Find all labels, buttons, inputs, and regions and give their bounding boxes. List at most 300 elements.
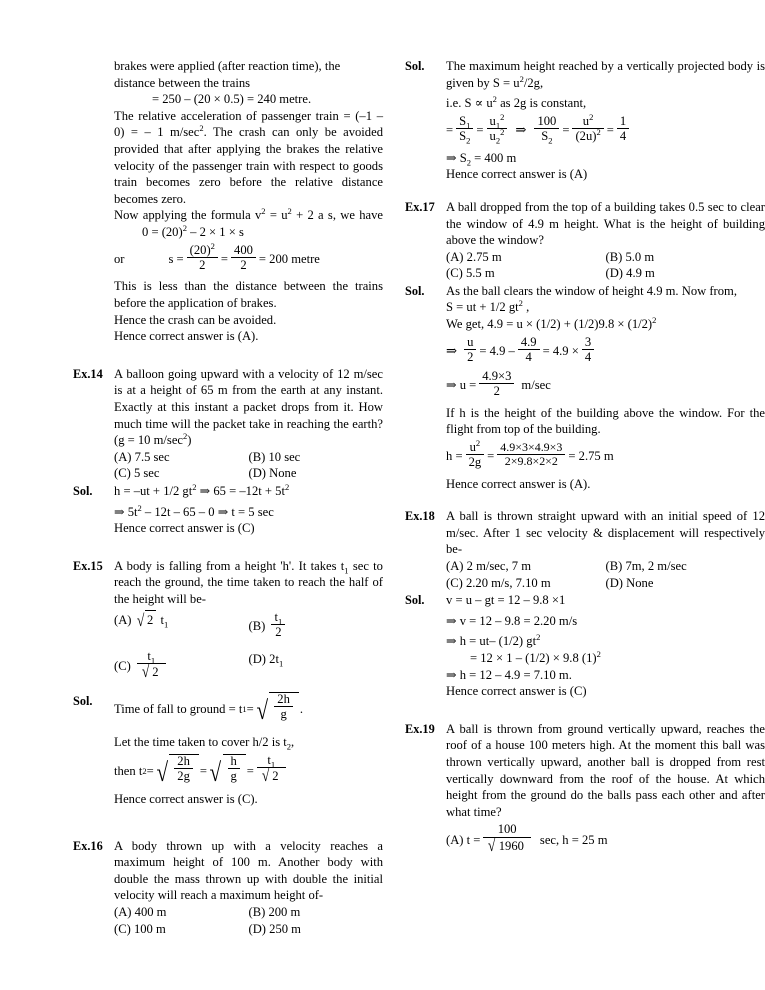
ex17-sol-eq2-den: 2 xyxy=(493,384,500,399)
para3-b: = u xyxy=(265,208,288,223)
ex15-option-a[interactable] xyxy=(114,612,249,631)
ex15-sol-line1-radical xyxy=(255,692,299,724)
ex15-option-a-var: t xyxy=(160,612,164,627)
ex17-label: Ex.17 xyxy=(405,199,435,214)
ex15-option-b-num-var: t xyxy=(274,609,278,624)
ex17-sol-eq3-fraction-1 xyxy=(466,437,485,470)
ex16-options-row2 xyxy=(114,921,383,938)
ex15-sol-line1-fraction xyxy=(274,692,293,722)
ex15-option-c-num-sub: 1 xyxy=(150,655,156,666)
ex17-sol-eq1-fraction-2 xyxy=(518,335,540,365)
ex17-sol-eq3-tail: = 2.75 m xyxy=(568,449,614,464)
ex17-options-row2 xyxy=(446,265,765,282)
ex17-option-a[interactable] xyxy=(446,249,606,266)
ex17-sol-line2-exp: 2 xyxy=(518,298,523,309)
ex14-body xyxy=(114,366,383,482)
ex17-sol-eq2-lead: ⇒ u = xyxy=(446,378,477,393)
ex16-sol-f2-num-exp: 2 xyxy=(500,111,505,122)
ex18-option-c[interactable] xyxy=(446,575,606,592)
ex16-sol-line4-a: ⇒ S xyxy=(446,150,467,165)
ex17-options-row1 xyxy=(446,249,765,266)
ex16-sol-line4-b: = 400 m xyxy=(471,150,517,165)
ex15-option-c-key: (C) xyxy=(114,658,131,673)
ex15-sol-line3-eq: = xyxy=(146,763,154,778)
ex17-sol-eq1-fraction-3 xyxy=(582,335,594,365)
or-den1: 2 xyxy=(199,258,206,273)
ex17-sol-eq1-arrow: ⇒ xyxy=(446,343,458,359)
ex14-solution xyxy=(73,483,383,537)
ex16-sol-f2-num-var: u xyxy=(489,113,496,128)
exercise-14 xyxy=(73,366,383,482)
radical-sign-icon: √ xyxy=(136,610,145,630)
ex15-solution xyxy=(73,693,383,808)
ex17-option-b-key: (B) xyxy=(605,249,623,264)
continuation-body xyxy=(114,58,383,345)
ex15-option-b-key: (B) xyxy=(248,618,266,633)
or-num1-exp: 2 xyxy=(210,240,215,251)
ex17-sol-eq1-f1-num: u xyxy=(464,335,476,350)
ex17-option-b-text: 5.0 m xyxy=(625,249,655,264)
para2-c: . The crash can only be avoided provided that after applying the brakes the relative velocity of the passenger train with respect to goods train becomes zero before the relative distance becomes zero. xyxy=(114,125,383,206)
ex15-sol-line3-den3 xyxy=(257,765,286,785)
ex18-option-d-key: (D) xyxy=(605,575,623,590)
ex16-sol-line2-exp: 2 xyxy=(492,94,497,104)
ex15-option-a-sub: 1 xyxy=(163,619,169,630)
exercise-15 xyxy=(73,558,383,683)
radical-sign-icon: √ xyxy=(261,765,270,785)
para3-exp2: 2 xyxy=(287,206,292,217)
ex15-option-b-den: 2 xyxy=(275,625,282,640)
exercise-16 xyxy=(73,838,383,938)
ex15-option-d-sub: 1 xyxy=(278,658,284,669)
ex14-options-row1 xyxy=(114,449,383,466)
ex16-option-b-key: (B) xyxy=(248,905,266,920)
ex15-sol-line3-num3-sub: 1 xyxy=(270,759,276,770)
ex14-sol-line1 xyxy=(114,483,383,500)
or-num2: 400 xyxy=(231,243,256,258)
ex15-option-a-radicand: 2 xyxy=(145,610,156,629)
ex16-option-d-key: (D) xyxy=(248,921,266,936)
ex18-option-b-key: (B) xyxy=(605,559,623,574)
ex14-sol-label: Sol. xyxy=(73,484,93,498)
ex17-sol-eq1-f2-num: 4.9 xyxy=(518,335,540,350)
ex19-option-a[interactable] xyxy=(446,824,765,856)
ex14-question-a: A balloon going upward with a velocity of 12 m/sec is at a height of 65 m from the earth at any instant. Exactly at this instant a packet drops from it. How much time will the packet take in reaching the earth? (g = 10 m/sec xyxy=(114,366,383,448)
ex16-sol-f4-num-var: u xyxy=(582,113,590,128)
or-num1 xyxy=(187,240,218,258)
ex15-sol-line1-lead: Time of fall to ground = t xyxy=(114,701,243,716)
ex16-solution xyxy=(405,58,765,183)
ex16-sol-f2-den xyxy=(487,127,508,146)
ex17-sol-line3 xyxy=(446,316,765,333)
ex17-option-c[interactable] xyxy=(446,265,606,282)
ex16-sol-f4-den-a: (2u) xyxy=(575,129,597,144)
ex15-sol-line1-num: 2h xyxy=(274,692,293,707)
ex18-question: A ball is thrown straight upward with an initial speed of 12 m/sec. After 1 sec velocity & displacement will respectively be- xyxy=(446,509,765,557)
ex15-question-a: A body is falling from a height 'h'. It takes t xyxy=(114,558,345,573)
ex16-sol-body xyxy=(446,58,765,183)
ex17-sol-line2 xyxy=(446,299,765,316)
ex14-option-c-key: (C) xyxy=(114,466,131,481)
para3-eq: 0 = (20) xyxy=(142,224,183,239)
ex17-sol-eq3-op: = xyxy=(487,449,495,464)
ex18-options-row1 xyxy=(446,558,765,575)
para3-a: Now applying the formula v xyxy=(114,208,262,223)
ex15-question-sub: 1 xyxy=(344,565,349,576)
ex19-question: A ball is thrown from ground vertically upward, reaches the roof of a house 100 meters high. At the moment this ball was thrown vertically upward, another ball is dropped from rest vertically downward from the roof of the house. At which height from the ground do the balls pass each other and after what time? xyxy=(446,721,765,819)
ex19-body xyxy=(446,721,765,857)
ex15-question-b: sec to reach the ground, the time taken to reach the half of the height will be- xyxy=(114,558,383,606)
ex14-option-c-text: 5 sec xyxy=(133,466,160,481)
ex18-solution xyxy=(405,592,765,700)
ex14-option-a-key: (A) xyxy=(114,449,132,464)
ex15-label: Ex.15 xyxy=(73,558,103,573)
ex15-option-d[interactable] xyxy=(249,651,384,668)
ex18-option-c-key: (C) xyxy=(446,575,463,590)
ex17-sol-line2-b: , xyxy=(522,300,530,315)
ex16-sol-f2-den-exp: 2 xyxy=(500,127,505,138)
radical-sign-icon: √ xyxy=(141,661,150,681)
ex16-sol-f5-num: 1 xyxy=(617,114,629,129)
ex16-sol-f1-den-sub: 2 xyxy=(466,135,471,146)
ex14-option-b[interactable] xyxy=(249,449,384,466)
ex17-sol-eq1-fraction-1 xyxy=(464,335,476,365)
ex18-label: Ex.18 xyxy=(405,509,435,524)
right-column xyxy=(383,0,765,990)
ex17-sol-eq3-f1-num-var: u xyxy=(469,439,476,454)
ex16-sol-fraction-1 xyxy=(456,114,473,144)
ex17-sol-equation-2 xyxy=(446,368,765,401)
para3-eq-exp: 2 xyxy=(182,222,187,233)
ex16-sol-label: Sol. xyxy=(405,59,425,73)
or-den2: 2 xyxy=(240,258,247,273)
ex17-question: A ball dropped from the top of a building takes 0.5 sec to clear the window of 4.9 m height. What is the height of building above the window? xyxy=(446,199,765,248)
ex14-options-row2 xyxy=(114,465,383,482)
ex15-question xyxy=(114,558,383,608)
ex19-option-a-num: 100 xyxy=(483,822,531,837)
or-eq-lead: s = xyxy=(168,252,184,267)
ex17-option-c-key: (C) xyxy=(446,266,463,281)
ex17-sol-body xyxy=(446,283,765,492)
ex15-option-b-num xyxy=(271,610,285,625)
ex14-option-b-key: (B) xyxy=(248,449,266,464)
ex15-option-d-text: 2t xyxy=(269,651,279,666)
ex17-sol-line1: As the ball clears the window of height 4.9 m. Now from, xyxy=(446,283,737,298)
ex16-option-a[interactable] xyxy=(114,904,249,921)
ex18-sol-line5: ⇒ h = 12 – 4.9 = 7.10 m. xyxy=(446,667,572,682)
ex16-option-b-text: 200 m xyxy=(268,905,301,920)
ex14-sol-line2 xyxy=(114,504,383,521)
ex15-sol-line3-fraction-2 xyxy=(228,754,240,784)
ex19-option-a-tail: sec, h = 25 m xyxy=(539,833,608,848)
ex17-sol-eq2-num: 4.9×3 xyxy=(479,369,514,384)
ex15-option-c-num-var: t xyxy=(147,648,151,663)
exercise-18 xyxy=(405,508,765,591)
ex17-sol-eq1-f1-den: 2 xyxy=(467,350,474,365)
ex16-sol-line1-exp: 2 xyxy=(519,73,524,84)
ex15-option-a-radical xyxy=(136,610,157,629)
ex17-body xyxy=(446,199,765,282)
ex16-sol-f4-den xyxy=(572,129,603,143)
ex14-sol-line2-b: – 12t – 65 – 0 ⇒ t = 5 sec xyxy=(141,504,274,519)
ex19-option-a-key: (A) xyxy=(446,833,464,848)
radical-sign-icon: √ xyxy=(156,757,168,788)
ex17-sol-eq1-f2-den: 4 xyxy=(525,350,532,365)
ex17-sol-eq3-lead: h = xyxy=(446,449,463,464)
ex17-sol-eq3-f2-num: 4.9×3×4.9×3 xyxy=(497,441,565,456)
ex16-sol-line1-a: The maximum height reached by a vertically projected body is given by S = u xyxy=(446,59,765,90)
ex15-body xyxy=(114,558,383,683)
ex16-option-c-key: (C) xyxy=(114,921,131,936)
ex16-sol-f4-num-exp: 2 xyxy=(589,111,594,122)
ex16-sol-equation xyxy=(446,111,765,146)
or-label: or xyxy=(114,252,125,267)
ex16-sol-f3-num: 100 xyxy=(534,114,559,129)
ex15-option-c-den xyxy=(137,661,166,681)
ex15-sol-line3-num3-var: t xyxy=(267,752,271,767)
ex15-option-c-radical xyxy=(141,663,162,680)
ex18-sol-line3-a: ⇒ h = ut– (1/2) gt xyxy=(446,634,537,649)
ex16-sol-f1-den xyxy=(456,129,473,146)
ex14-option-d-key: (D) xyxy=(248,466,266,481)
continuation-or-equation xyxy=(114,240,383,275)
ex15-sol-line3-radicand-1 xyxy=(169,754,199,786)
ex17-sol-eq3-fraction-2 xyxy=(497,441,565,470)
ex16-option-c-text: 100 m xyxy=(133,921,166,936)
ex16-sol-eq-op1: = xyxy=(476,123,484,138)
ex16-sol-line2-b: as 2g is constant, xyxy=(496,96,587,111)
ex14-option-c[interactable] xyxy=(114,465,249,482)
ex16-option-a-key: (A) xyxy=(114,905,132,920)
ex17-sol-line2-a: S = ut + 1/2 gt xyxy=(446,300,519,315)
ex14-sol-line2-a: ⇒ 5t xyxy=(114,504,138,519)
ex16-option-d[interactable] xyxy=(249,921,384,938)
ex15-sol-body xyxy=(114,693,383,808)
continuation-para2 xyxy=(114,108,383,208)
ex16-sol-eq-arrow: ⇒ xyxy=(515,122,527,138)
ex14-option-b-text: 10 sec xyxy=(268,449,301,464)
ex15-option-d-key: (D) xyxy=(248,651,266,666)
ex18-body xyxy=(446,508,765,591)
ex18-sol-line6: Hence correct answer is (C) xyxy=(446,684,587,699)
ex16-label: Ex.16 xyxy=(73,838,103,853)
ex17-sol-label: Sol. xyxy=(405,283,425,298)
ex18-sol-line1: v = u – gt = 12 – 9.8 ×1 xyxy=(446,593,566,608)
ex18-option-b-text: 7m, 2 m/sec xyxy=(625,559,687,574)
ex15-sol-line1-radicand xyxy=(269,692,299,724)
ex15-sol-line1-eq: = xyxy=(246,701,254,716)
ex16-sol-f1-num-sub: 1 xyxy=(466,120,471,131)
ex14-question-exp: 2 xyxy=(183,431,188,442)
ex17-solution xyxy=(405,283,765,492)
ex14-sol-body xyxy=(114,483,383,537)
ex17-sol-eq3-f1-den: 2g xyxy=(468,455,482,470)
ex16-sol-line2-a: i.e. S ∝ u xyxy=(446,96,493,111)
ex14-sol-line2-exp: 2 xyxy=(137,502,142,513)
ex17-sol-line3-a: We get, 4.9 = u × (1/2) + (1/2)9.8 × (1/2) xyxy=(446,317,653,332)
ex14-option-a[interactable] xyxy=(114,449,249,466)
ex16-sol-line5: Hence correct answer is (A) xyxy=(446,167,588,182)
ex16-option-b[interactable] xyxy=(249,904,384,921)
ex16-option-c[interactable] xyxy=(114,921,249,938)
ex15-sol-line3-den2: g xyxy=(230,769,237,784)
radical-sign-icon: √ xyxy=(256,695,268,726)
ex19-option-a-radical xyxy=(487,837,527,854)
ex16-sol-f3-den-var: S xyxy=(541,129,549,144)
para3-eq-rest: – 2 × 1 × s xyxy=(186,224,244,239)
or-eq-mid: = xyxy=(220,252,229,267)
ex16-question: A body thrown up with a velocity reaches a maximum height of 100 m. Another body with double the mass thrown up with double the initial velocity will reach a maximum height of- xyxy=(114,838,383,903)
ex18-option-c-text: 2.20 m/s, 7.10 m xyxy=(465,575,551,590)
ex16-options-row1 xyxy=(114,904,383,921)
radical-sign-icon: √ xyxy=(488,835,496,855)
ex17-sol-line4: If h is the height of the building above the window. For the flight from top of the building. xyxy=(446,405,765,437)
ex15-options-row2 xyxy=(114,648,383,683)
ex16-sol-eq-op2: = xyxy=(562,123,570,138)
ex15-option-b-num-sub: 1 xyxy=(277,616,283,627)
ex17-option-b[interactable] xyxy=(606,249,765,266)
ex16-sol-f3-den-sub: 2 xyxy=(548,135,553,146)
ex17-option-c-text: 5.5 m xyxy=(465,266,495,281)
ex16-option-d-text: 250 m xyxy=(269,921,301,936)
ex14-label: Ex.14 xyxy=(73,366,103,381)
radical-sign-icon: √ xyxy=(209,757,222,788)
ex15-option-b-fraction xyxy=(271,610,285,640)
ex16-sol-f2-den-var: u xyxy=(489,129,496,144)
para3-exp1: 2 xyxy=(261,206,266,217)
ex18-option-b[interactable] xyxy=(606,558,765,575)
ex16-option-a-text: 400 m xyxy=(134,905,167,920)
ex18-sol-line4-a: = 12 × 1 – (1/2) × 9.8 (1) xyxy=(470,651,597,665)
ex17-sol-eq1-mid: = 4.9 – xyxy=(479,344,515,359)
ex18-sol-body xyxy=(446,592,765,700)
ex14-option-d[interactable] xyxy=(249,465,384,482)
continuation-block xyxy=(73,58,383,345)
ex17-sol-eq1-mid2: = 4.9 × xyxy=(542,344,579,359)
ex18-options-row2 xyxy=(446,575,765,592)
para2-a: The relative acceleration of passenger train xyxy=(114,108,339,123)
ex17-sol-eq1-f3-den: 4 xyxy=(584,350,592,365)
ex19-option-a-den xyxy=(483,835,531,855)
ex17-option-d[interactable] xyxy=(606,265,765,282)
ex15-sol-line2-b: , xyxy=(291,734,295,749)
ex15-option-c-radicand: 2 xyxy=(150,663,161,680)
ex15-sol-line3-fraction-3 xyxy=(257,753,286,785)
exercise-17 xyxy=(405,199,765,282)
ex15-sol-line3-num2: h xyxy=(228,754,240,769)
ex16-sol-line2 xyxy=(446,95,765,112)
ex17-sol-equation-1 xyxy=(446,334,765,367)
ex18-sol-line4 xyxy=(446,650,765,667)
continuation-line2: distance between the trains xyxy=(114,75,251,90)
ex15-options-row1 xyxy=(114,609,383,642)
ex15-sol-line1: Time of fall to ground = t 1 = √ $\frac{2h}{g}$ . xyxy=(114,691,304,726)
ex15-sol-line3: then t 2 = √ $\frac{2h}{2g}$ = √ $\frac{h}{g}$ = $t_1$ √ 2 xyxy=(114,755,383,787)
para2-b: = (–1 – 0) = – 1 m/sec xyxy=(114,108,383,140)
ex19-label: Ex.19 xyxy=(405,721,435,736)
ex18-option-a-text: 2 m/sec, 7 m xyxy=(466,559,531,574)
ex16-sol-f3-den xyxy=(534,129,559,146)
ex18-option-d-text: None xyxy=(626,575,654,590)
ex16-sol-fraction-2 xyxy=(487,111,508,146)
ex17-sol-eq2-fraction xyxy=(479,369,514,399)
ex15-option-b[interactable] xyxy=(248,609,384,642)
ex17-sol-eq3-f1-num-exp: 2 xyxy=(475,437,481,448)
ex18-option-d[interactable] xyxy=(606,575,765,592)
ex17-sol-eq2-tail: m/sec xyxy=(521,378,551,393)
ex16-sol-f1-den-var: S xyxy=(459,129,467,144)
ex18-sol-line3 xyxy=(446,633,765,650)
ex15-sol-line2-sub: 2 xyxy=(286,741,292,752)
ex14-question xyxy=(114,366,383,449)
ex15-sol-line3-fraction-1 xyxy=(174,754,193,784)
ex17-sol-line3-exp: 2 xyxy=(652,314,657,325)
ex15-sol-line3-radicand-3: 2 xyxy=(270,767,281,784)
ex15-sol-line1-den: g xyxy=(280,707,287,722)
exercise-19 xyxy=(405,721,765,857)
ex15-sol-line2-a: Let the time taken to cover h/2 is t xyxy=(114,734,287,749)
continuation-para5: Hence the crash can be avoided. xyxy=(114,312,277,327)
ex16-sol-fraction-3 xyxy=(534,114,559,144)
or-fraction-1 xyxy=(187,240,218,273)
ex17-sol-eq1-f3-num: 3 xyxy=(582,335,594,350)
ex14-sol-line1-exp: 2 xyxy=(192,481,197,492)
ex16-sol-f1-num xyxy=(456,114,473,129)
ex19-option-a-radicand: 1960 xyxy=(497,837,527,854)
ex15-option-c[interactable] xyxy=(114,648,249,683)
ex16-sol-line1 xyxy=(446,58,765,91)
ex17-option-a-key: (A) xyxy=(446,249,464,264)
ex16-sol-fraction-5 xyxy=(617,114,629,144)
ex16-sol-f1-num-var: S xyxy=(459,113,467,128)
ex15-sol-line3-radical-2 xyxy=(208,754,246,786)
ex18-sol-line3-exp: 2 xyxy=(536,632,541,643)
ex15-sol-line3-radical-3 xyxy=(261,767,282,784)
ex15-sol-line1-tail: . xyxy=(299,701,304,716)
ex16-body xyxy=(114,838,383,938)
ex15-sol-line3-radical-1 xyxy=(155,754,199,786)
ex16-sol-eq-lead: = xyxy=(446,123,454,138)
ex16-sol-f5-den: 4 xyxy=(619,129,627,144)
ex17-sol-eq3-f2-den: 2×9.8×2×2 xyxy=(504,454,558,469)
ex15-option-a-key: (A) xyxy=(114,612,132,627)
or-fraction-2 xyxy=(231,243,256,273)
ex16-sol-line1-b: /2g, xyxy=(523,75,544,90)
ex18-option-a[interactable] xyxy=(446,558,606,575)
ex17-sol-equation-3 xyxy=(446,437,765,472)
ex16-sol-line4 xyxy=(446,150,765,167)
ex15-sol-line3-den1: 2g xyxy=(177,769,190,784)
ex15-option-c-fraction xyxy=(137,649,166,681)
ex17-sol-line5: Hence correct answer is (A). xyxy=(446,476,591,491)
ex17-option-d-key: (D) xyxy=(605,266,623,281)
ex16-sol-f4-den-exp: 2 xyxy=(596,127,601,138)
para2-b-exp: 2 xyxy=(199,123,204,134)
ex14-sol-line3: Hence correct answer is (C) xyxy=(114,521,255,536)
ex19-option-a-lead: t = xyxy=(466,833,481,848)
ex16-sol-f2-den-sub: 2 xyxy=(495,135,501,146)
continuation-para3 xyxy=(114,207,383,240)
continuation-para6: Hence correct answer is (A). xyxy=(114,329,259,344)
ex15-sol-line3-eq3: = xyxy=(246,763,254,778)
ex14-sol-line1-b: ⇒ 65 = –12t + 5t xyxy=(196,484,285,498)
ex18-sol-line4-exp: 2 xyxy=(596,648,601,659)
ex18-sol-line2: ⇒ v = 12 – 9.8 = 2.20 m/s xyxy=(446,613,578,628)
ex15-sol-line4: Hence correct answer is (C). xyxy=(114,792,258,807)
ex14-sol-line1-a: h = –ut + 1/2 gt xyxy=(114,484,193,498)
ex17-option-d-text: 4.9 m xyxy=(626,266,655,281)
ex16-sol-eq-op3: = xyxy=(606,123,614,138)
